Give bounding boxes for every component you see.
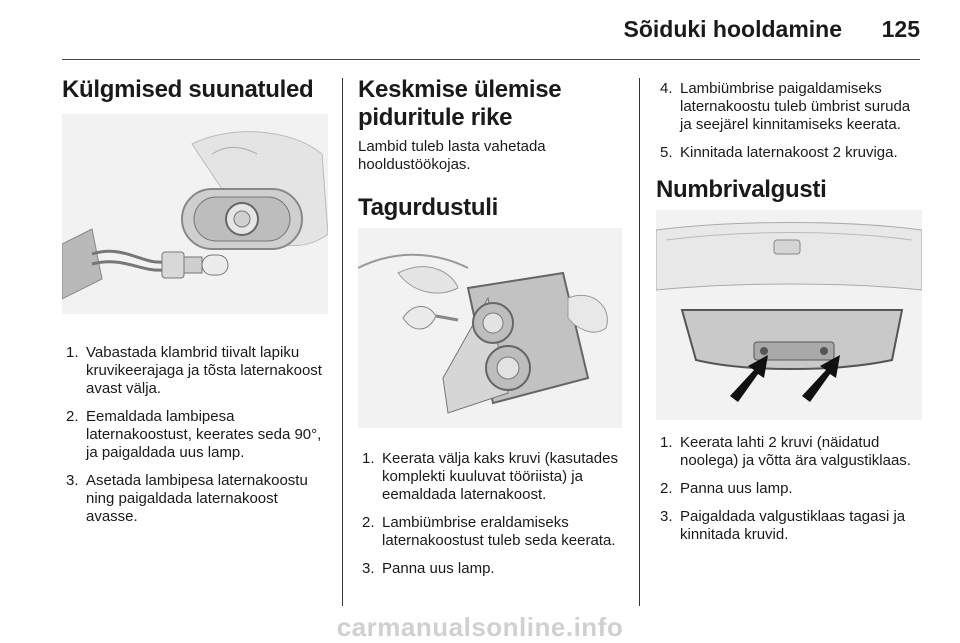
steps-list bbox=[62, 344, 328, 526]
licence-plate-light-illustration bbox=[656, 210, 922, 420]
intro-text: Lambid tuleb lasta vahetada hooldustöökojas. bbox=[358, 138, 546, 173]
list-item: 1. Keerata välja kaks kruvi (kasutades komplekti kuuluvat tööriista) ja eemaldada laternakoost. bbox=[362, 450, 618, 503]
reversing-light-illustration bbox=[358, 228, 622, 428]
column-divider bbox=[342, 78, 343, 606]
page-number: 125 bbox=[881, 16, 920, 42]
list-item: 2. Lambiümbrise eraldamiseks laternakoostust tuleb seda keerata. bbox=[362, 514, 616, 549]
list-item: 4. Lambiümbrise paigaldamiseks laternakoostu tuleb ümbrist suruda ja seejärel kinnitamiseks keerata. bbox=[660, 80, 911, 133]
list-item: 1. Keerata lahti 2 kruvi (näidatud noolega) ja võtta ära valgustiklaas. bbox=[660, 434, 911, 469]
column-2 bbox=[358, 74, 622, 588]
list-item: 2. Panna uus lamp. bbox=[660, 480, 793, 497]
list-item: 5. Kinnitada laternakoost 2 kruviga. bbox=[660, 144, 898, 161]
list-item: 1. Vabastada klambrid tiivalt lapiku kruvikeerajaga ja tõsta laternakoost avast välja. bbox=[66, 344, 322, 397]
section-heading-side-indicators: Külgmised suunatuled bbox=[62, 76, 314, 103]
steps-list-continued bbox=[656, 80, 924, 162]
column-3 bbox=[656, 74, 924, 554]
section-heading-reversing-light: Tagurdustuli bbox=[358, 194, 498, 221]
list-item: 3. Panna uus lamp. bbox=[362, 560, 495, 577]
header-rule bbox=[62, 59, 920, 60]
column-1 bbox=[62, 74, 328, 536]
steps-list bbox=[656, 434, 924, 544]
side-indicator-illustration bbox=[62, 114, 328, 314]
section-heading-brake-light: Keskmise ülemise piduritule rike bbox=[358, 76, 562, 131]
column-divider bbox=[639, 78, 640, 606]
running-header-title: Sõiduki hooldamine bbox=[623, 16, 842, 42]
watermark: carmanualsonline.info bbox=[336, 612, 624, 642]
steps-list bbox=[358, 450, 622, 578]
list-item: 2. Eemaldada lambipesa laternakoostust, keerates seda 90°, ja paigaldada uus lamp. bbox=[66, 408, 322, 461]
list-item: 3. Paigaldada valgustiklaas tagasi ja kinnitada kruvid. bbox=[660, 508, 906, 543]
section-heading-licence-plate-light: Numbrivalgusti bbox=[656, 176, 827, 203]
list-item: 3. Asetada lambipesa laternakoostu ning paigaldada laternakoost avasse. bbox=[66, 472, 308, 525]
